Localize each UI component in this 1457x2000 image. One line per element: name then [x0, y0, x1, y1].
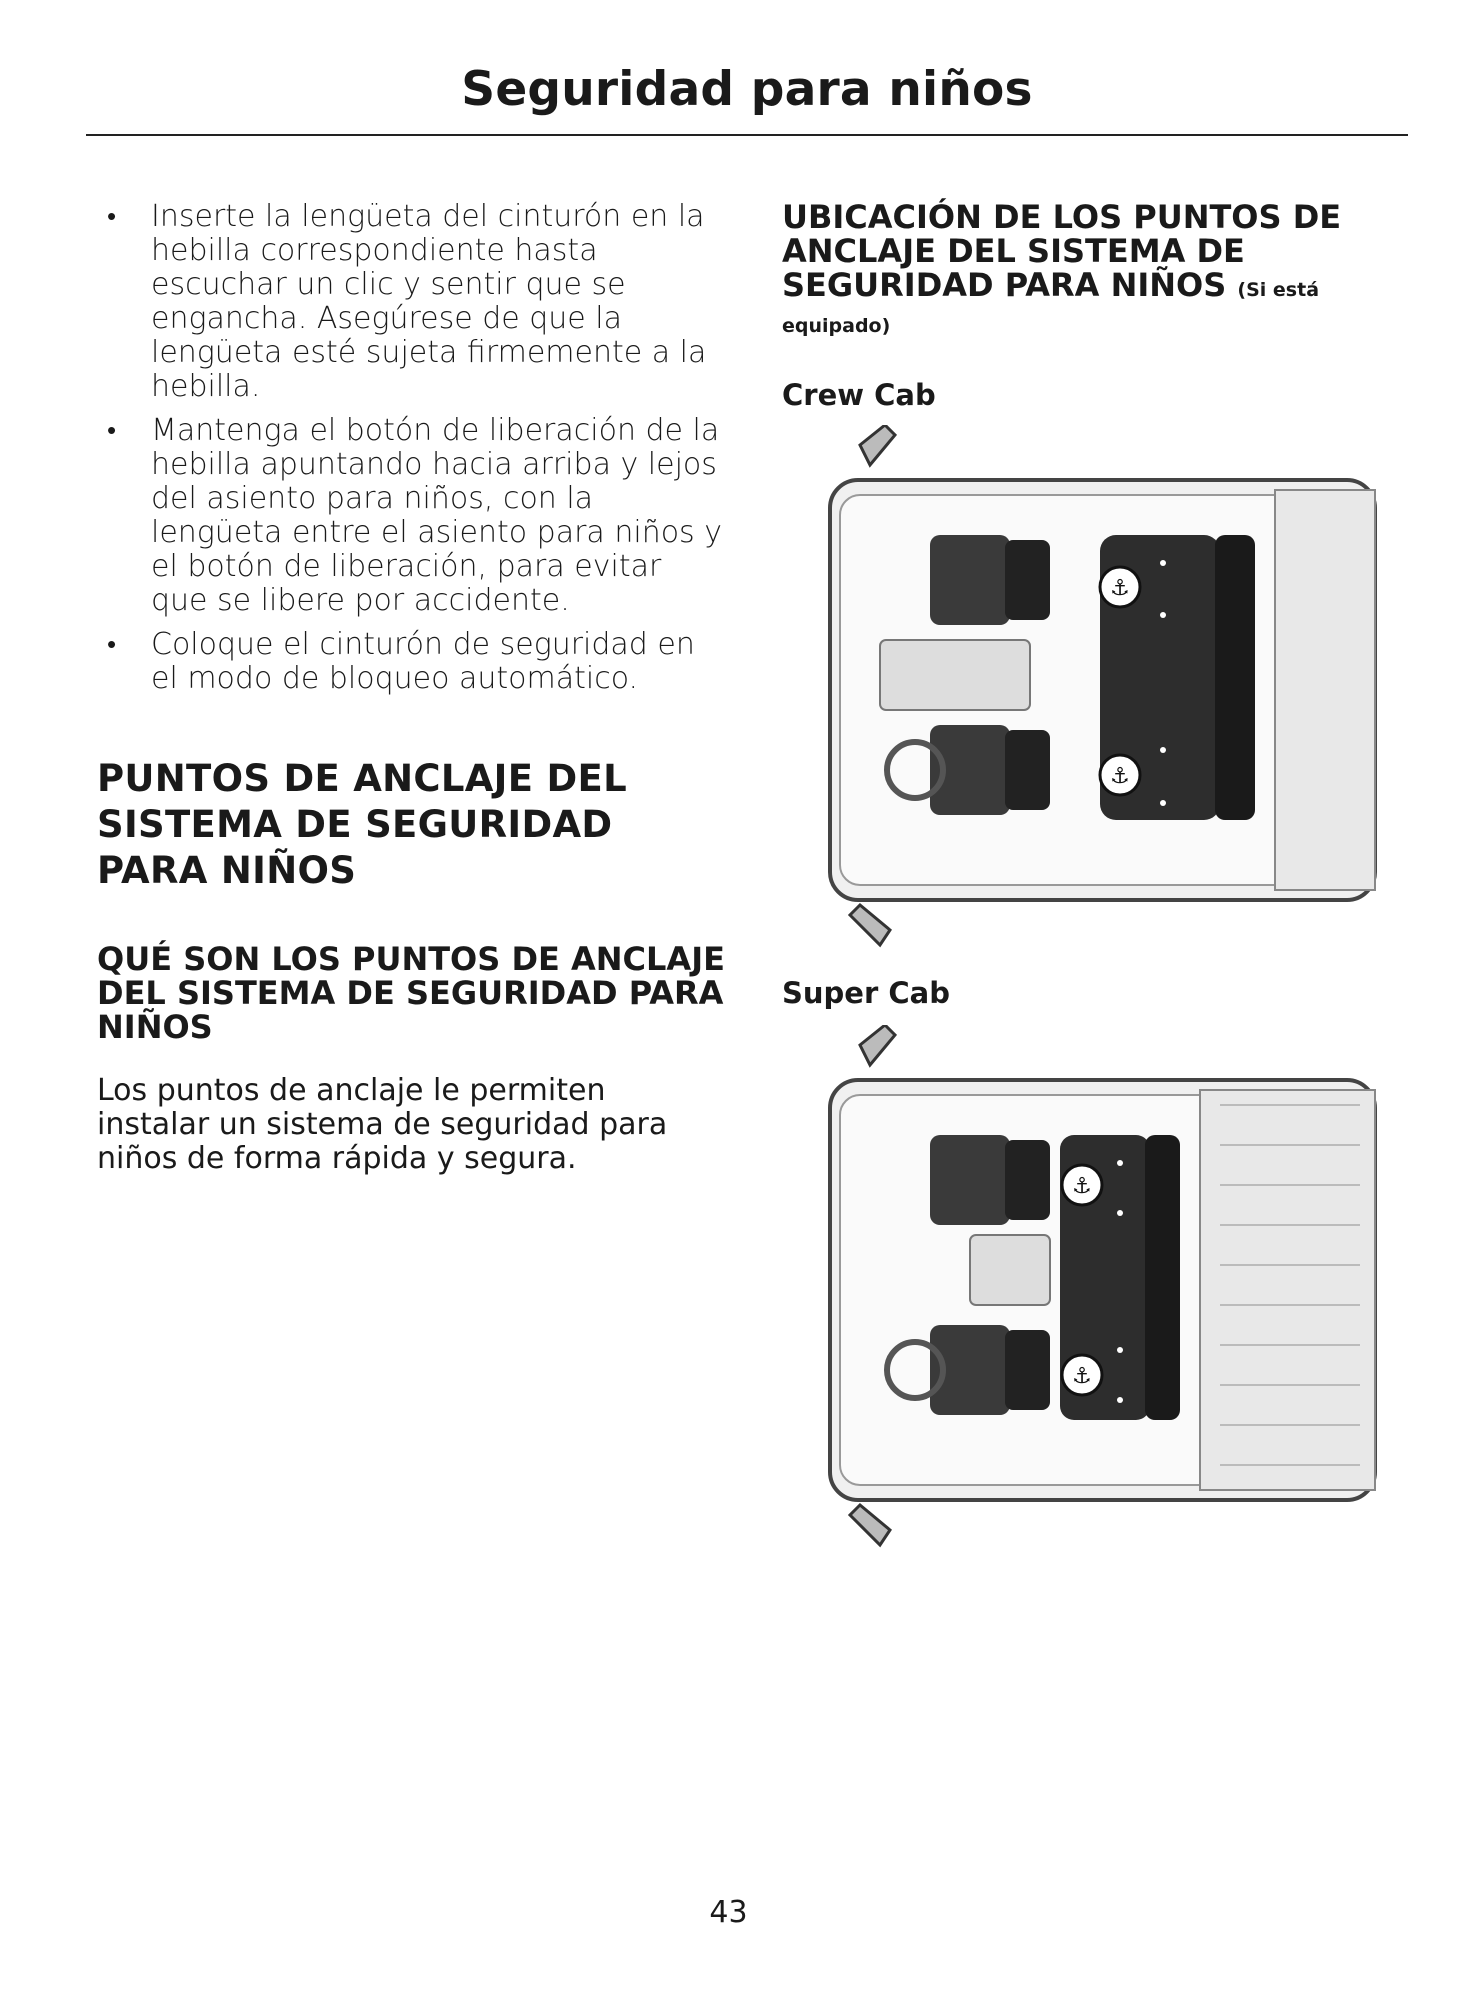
- mirror-icon: [860, 1025, 895, 1065]
- crew-cab-diagram: [820, 425, 1390, 955]
- page-number: 43: [709, 1895, 748, 1930]
- heading-note-continued: equipado): [782, 315, 891, 337]
- list-item: • Mantenga el botón de liberación de la hebilla apuntando hacia arriba y lejos del asiento para niños, con la lengüeta entre el asiento para niños y el botón de liberación, para evitar que se libere por accidente.: [107, 413, 722, 618]
- bullet-icon: •: [107, 630, 117, 660]
- front-seat-icon: [930, 1135, 1010, 1225]
- left-column: [97, 200, 725, 1176]
- body-paragraph: Los puntos de anclaje le permiten instalar un sistema de seguridad para niños de forma rápida y segura.: [97, 1073, 668, 1176]
- mirror-icon: [860, 425, 895, 465]
- heading-note: (Si está: [1237, 279, 1320, 301]
- sub-heading: QUÉ SON LOS PUNTOS DE ANCLAJE DEL SISTEMA DE SEGURIDAD PARA NIÑOS: [97, 940, 725, 1046]
- crew-cab-label: Crew Cab: [782, 378, 936, 412]
- page-title: Seguridad para niños: [461, 62, 1033, 117]
- list-item: • Coloque el cinturón de seguridad en el modo de bloqueo automático.: [107, 627, 695, 696]
- truck-bed-icon: [1275, 490, 1375, 890]
- bullet-icon: •: [107, 416, 117, 446]
- svg-text:⚓: ⚓: [1110, 576, 1130, 601]
- anchor-location-heading: UBICACIÓN DE LOS PUNTOS DE ANCLAJE DEL SISTEMA DE SEGURIDAD PARA NIÑOS (Si está: [782, 198, 1342, 304]
- svg-text:⚓: ⚓: [1072, 1364, 1092, 1389]
- svg-text:⚓: ⚓: [1110, 764, 1130, 789]
- mirror-icon: [850, 905, 890, 945]
- front-seat-icon: [930, 535, 1010, 625]
- svg-text:⚓: ⚓: [1072, 1174, 1092, 1199]
- instruction-list: [97, 200, 725, 696]
- list-item: • Inserte la lengüeta del cinturón en la hebilla correspondiente hasta escuchar un clic y sentir que se engancha. Asegúrese de que la lengüeta esté sujeta firmemente a la hebilla.: [107, 199, 707, 404]
- super-cab-label: Super Cab: [782, 976, 950, 1010]
- header-divider: [86, 134, 1408, 136]
- mirror-icon: [850, 1505, 890, 1545]
- right-column: [782, 200, 1382, 337]
- super-cab-diagram: [820, 1025, 1390, 1555]
- center-console-icon: [880, 640, 1030, 710]
- bullet-icon: •: [107, 202, 117, 232]
- center-console-icon: [970, 1235, 1050, 1305]
- truck-bed-icon: [1200, 1090, 1375, 1490]
- section-heading: PUNTOS DE ANCLAJE DEL SISTEMA DE SEGURIDAD PARA NIÑOS: [97, 757, 627, 892]
